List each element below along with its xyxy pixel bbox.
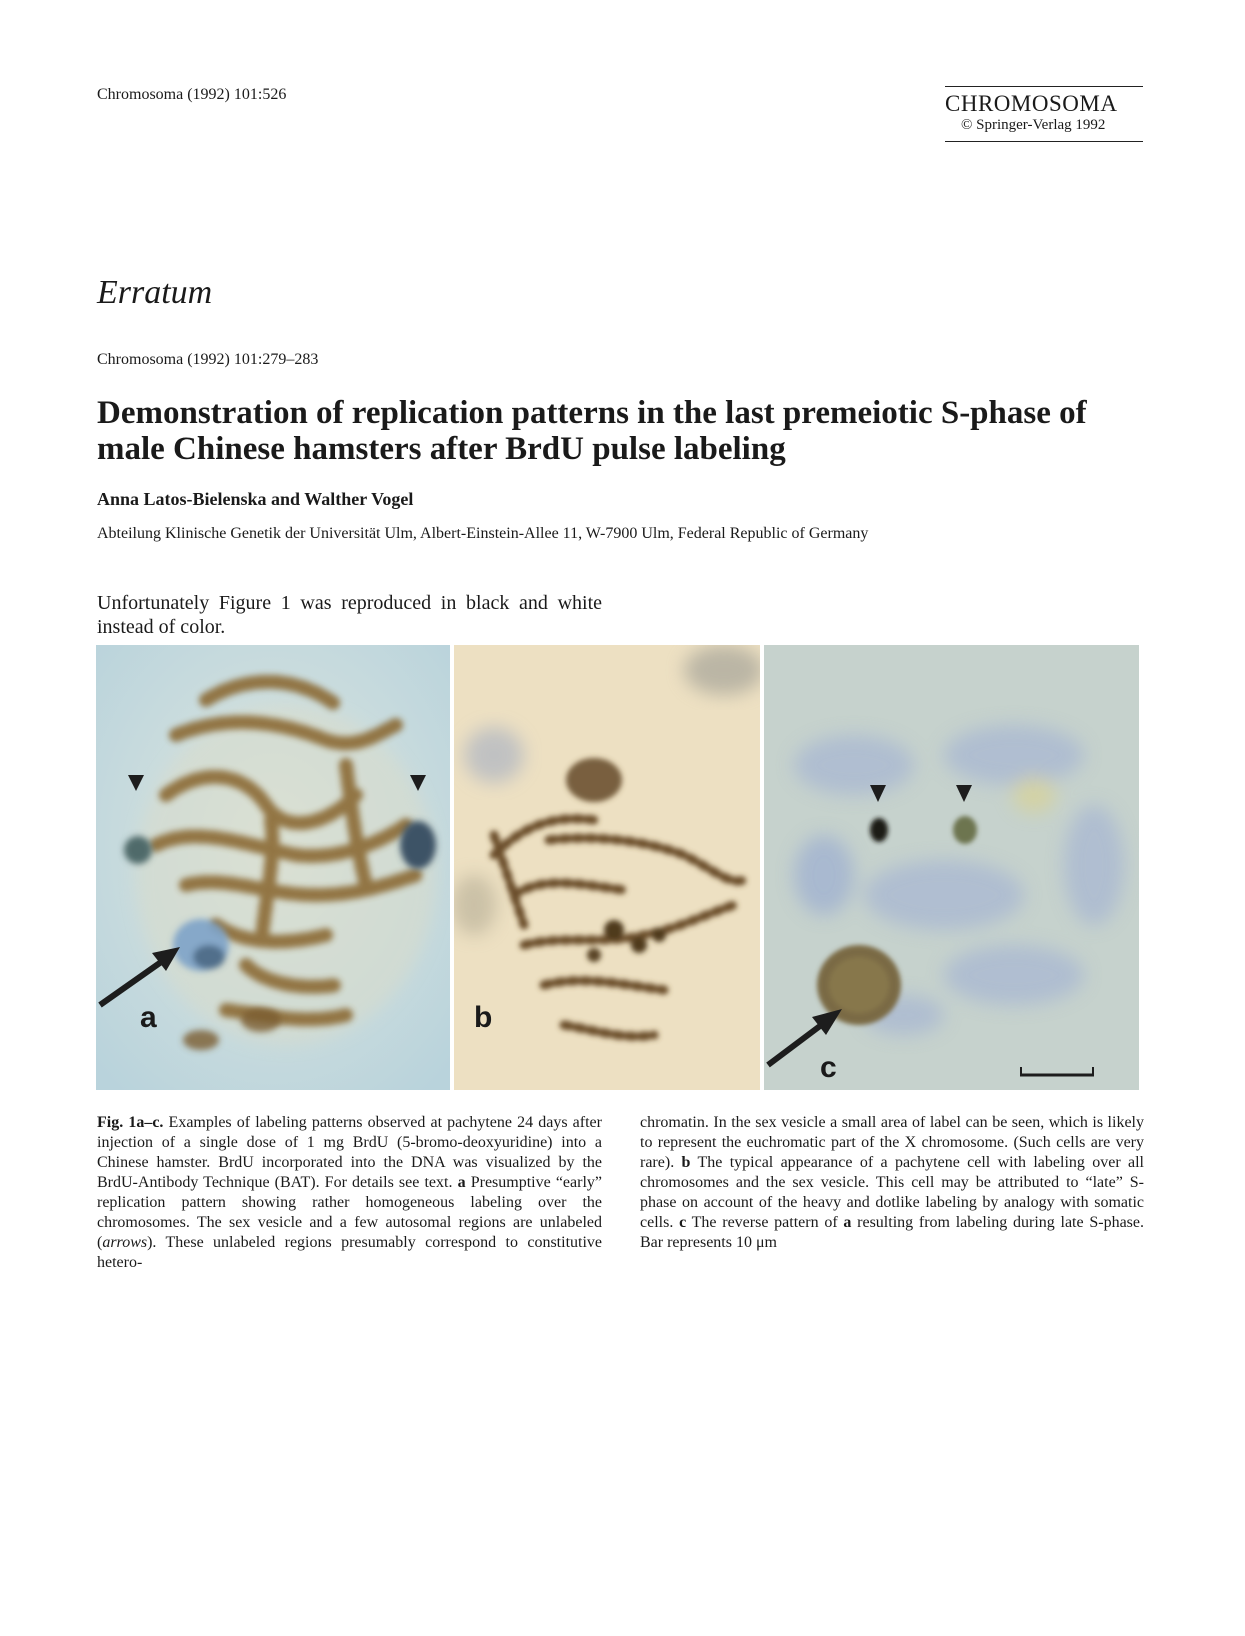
caption-panel-ref: a [457, 1174, 466, 1191]
caption-text: ). These unlabeled regions presumably correspond to constitutive hetero- [97, 1234, 602, 1271]
original-citation: Chromosoma (1992) 101:279–283 [97, 351, 319, 368]
journal-name: CHROMOSOMA [945, 91, 1118, 116]
figure-1 [96, 645, 1139, 1090]
caption-text: Examples of labeling patterns observed at pachytene 24 days after injection of a single dose of 1 mg BrdU (5-bromo-deoxyuridine) into a Chinese hamster. BrdU incorporated into the DNA was visualized by the BrdU-Antibody Technique (BAT). For details see text. [97, 1114, 602, 1191]
figure-panel-c [764, 645, 1139, 1090]
figure-panel-b [454, 645, 760, 1090]
panel-label-b: b [474, 1001, 493, 1034]
caption-text: The typical appearance of a pachytene cell with labeling over all chromosomes and the sex vesicle. This cell may be attributed to “late” S-phase on account of the heavy and dotlike labeling by analogy with somatic cells. [640, 1154, 1145, 1231]
affiliation: Abteilung Klinische Genetik der Universität Ulm, Albert-Einstein-Allee 11, W-7900 Ulm, Federal Republic of Germany [97, 525, 869, 542]
panel-label-c: c [820, 1051, 837, 1084]
caption-panel-ref: a [843, 1214, 852, 1231]
figure-caption-left-column [97, 1113, 602, 1273]
caption-text: Presumptive “early” replication pattern showing rather homogeneous labeling over the chromosomes. The sex vesicle and a few autosomal regions are unlabeled ( [97, 1174, 603, 1251]
erratum-heading: Erratum [97, 274, 213, 311]
journal-masthead [945, 86, 1143, 142]
caption-text: The reverse pattern of [686, 1214, 844, 1231]
caption-panel-ref: c [679, 1214, 687, 1231]
caption-text: chromatin. In the sex vesicle a small area of label can be seen, which is likely to represent the euchromatic part of the X chromosome. (Such cells are very rare). [640, 1114, 1144, 1171]
figure-caption-right-column [640, 1113, 1144, 1253]
copyright-line: © Springer-Verlag 1992 [961, 117, 1106, 133]
authors: Anna Latos-Bielenska and Walther Vogel [97, 489, 414, 509]
erratum-notice: Unfortunately Figure 1 was reproduced in black and white instead of color. [97, 592, 602, 638]
caption-label: Fig. 1a–c. [97, 1114, 164, 1131]
running-head: Chromosoma (1992) 101:526 [97, 86, 287, 103]
figure-panel-a [96, 645, 450, 1090]
article-title: Demonstration of replication patterns in the last premeiotic S-phase of male Chinese hamsters after BrdU pulse labeling [97, 395, 1087, 467]
caption-emphasis: arrows [102, 1234, 148, 1251]
panel-label-a: a [140, 1001, 157, 1034]
micrograph-c [764, 645, 1139, 1090]
caption-text: resulting from labeling during late S-phase. Bar represents 10 μm [640, 1214, 1145, 1251]
caption-panel-ref: b [681, 1154, 691, 1171]
micrograph-b [454, 645, 760, 1090]
